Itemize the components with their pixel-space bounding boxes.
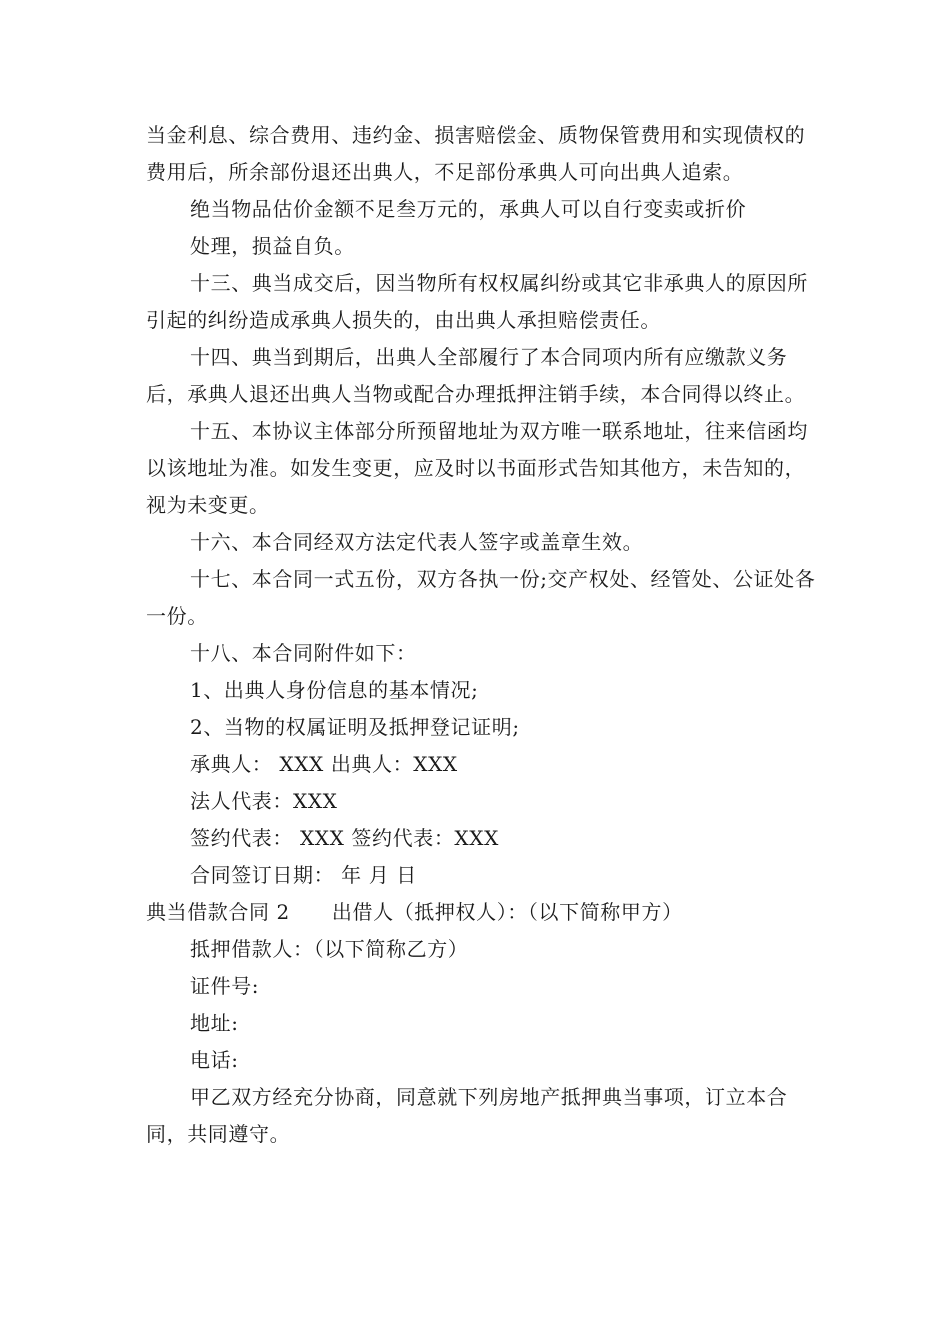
contract2-phone: 电话: [190, 1048, 239, 1072]
attachment-1: 1、出典人身份信息的基本情况; [190, 678, 479, 702]
contract2-heading-row [146, 894, 816, 931]
clause-13: 十三、典当成交后，因当物所有权权属纠纷或其它非承典人的原因所引起的纠纷造成承典人损失的，由出典人承担赔偿责任。 [146, 271, 808, 332]
contract2-id-number: 证件号: [190, 974, 260, 998]
signature-parties: 承典人： XXX 出典人：XXX [190, 752, 458, 776]
paragraph-continuation: 当金利息、综合费用、违约金、损害赔偿金、质物保管费用和实现债权的费用后，所余部份退还出典人，不足部份承典人可向出典人追索。 [146, 123, 806, 184]
clause-16: 十六、本合同经双方法定代表人签字或盖章生效。 [190, 530, 644, 554]
contract2-address: 地址: [190, 1011, 239, 1035]
contract2-heading: 典当借款合同 2 [146, 900, 290, 924]
clause-18: 十八、本合同附件如下： [190, 641, 417, 665]
attachment-2: 2、当物的权属证明及抵押登记证明; [190, 715, 520, 739]
signature-legal-rep: 法人代表：XXX [190, 789, 338, 813]
contract2-lender: 出借人（抵押权人）：（以下简称甲方） [331, 900, 683, 924]
paragraph-forfeit-line2: 处理，损益自负。 [190, 234, 355, 258]
contract2-borrower: 抵押借款人：（以下简称乙方） [190, 937, 469, 961]
contract2-intro: 甲乙双方经充分协商，同意就下列房地产抵押典当事项，订立本合同，共同遵守。 [146, 1085, 788, 1146]
clause-14: 十四、典当到期后，出典人全部履行了本合同项内所有应缴款义务后，承典人退还出典人当物或配合办理抵押注销手续，本合同得以终止。 [146, 345, 806, 406]
document-body [146, 117, 816, 1153]
paragraph-forfeit-line1: 绝当物品估价金额不足叁万元的，承典人可以自行变卖或折价 [190, 197, 747, 221]
clause-15: 十五、本协议主体部分所预留地址为双方唯一联系地址，往来信函均以该地址为准。如发生变更，应及时以书面形式告知其他方，未告知的，视为未变更。 [146, 419, 808, 517]
clause-17: 十七、本合同一式五份，双方各执一份;交产权处、经管处、公证处各一份。 [146, 567, 816, 628]
signature-agents: 签约代表： XXX 签约代表：XXX [190, 826, 499, 850]
signature-date: 合同签订日期： 年 月 日 [190, 863, 417, 887]
